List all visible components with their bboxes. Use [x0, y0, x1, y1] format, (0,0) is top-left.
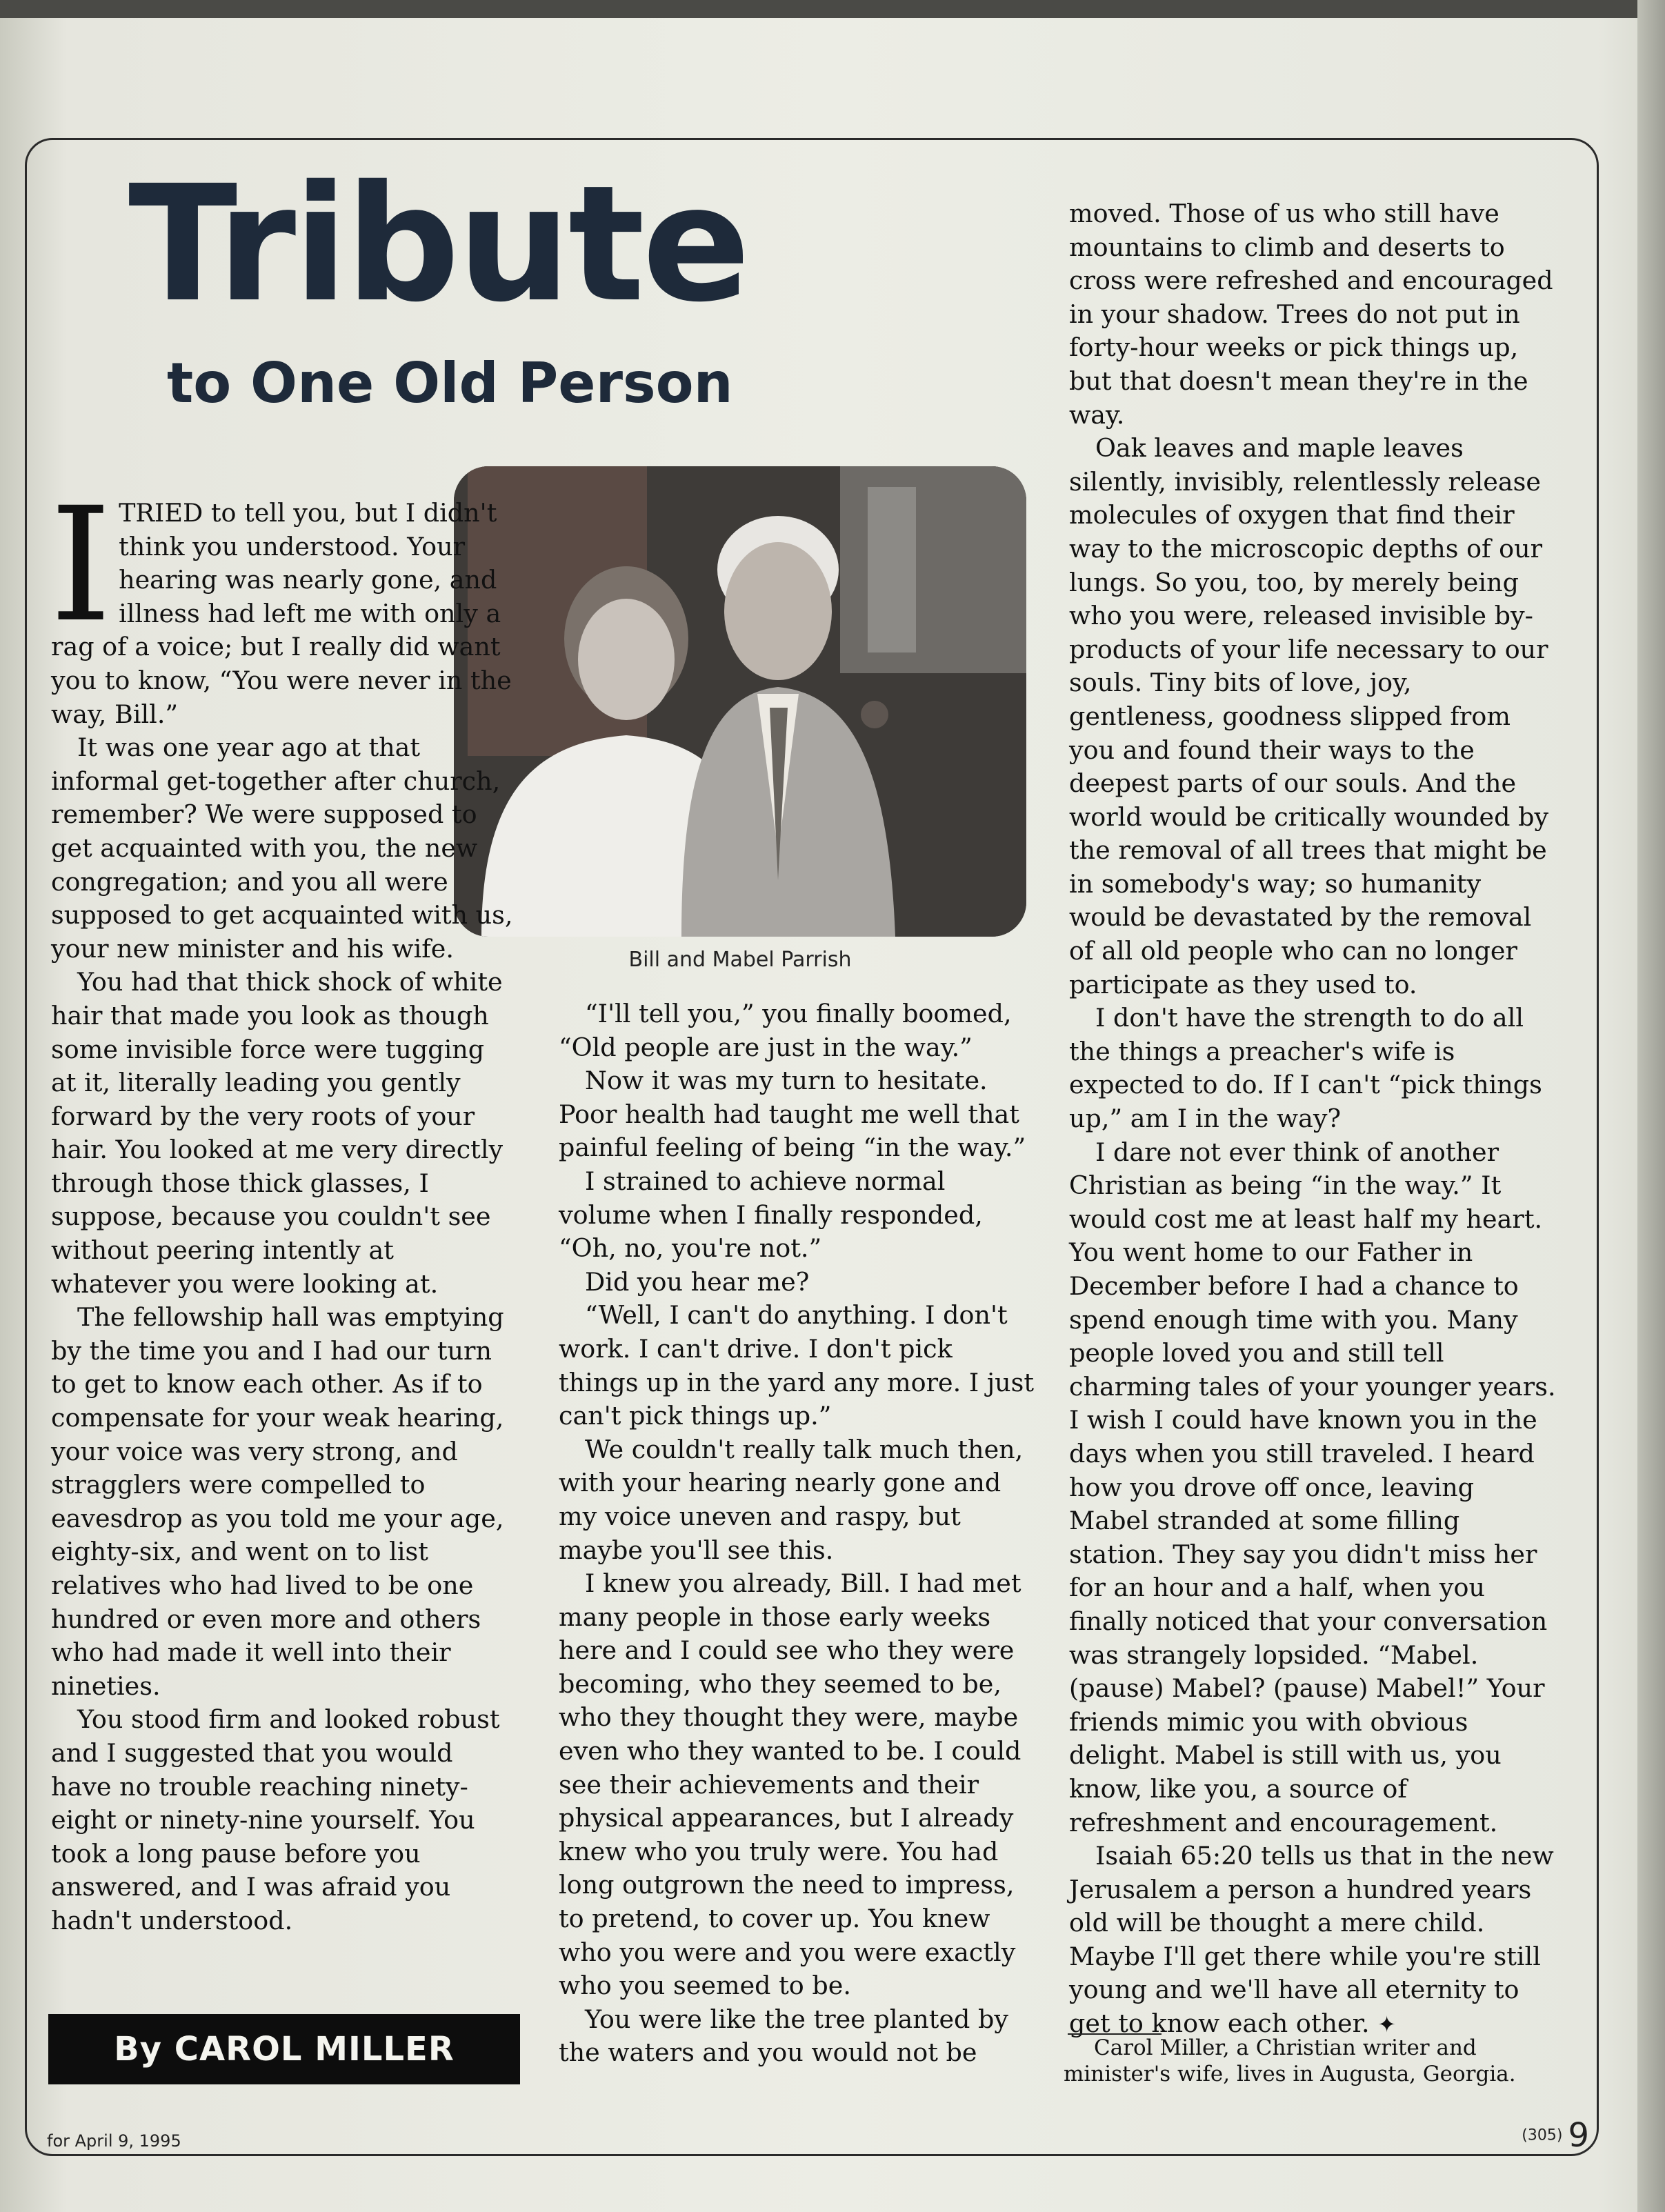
page-number: 9: [1568, 2116, 1589, 2155]
paragraph: [50, 473, 517, 731]
drop-cap: I: [50, 473, 112, 657]
paragraph: Oak leaves and maple leaves silently, invisibly, relentlessly release molecules of oxygen that find their way to the microscopic depths of our lungs. So you, too, by merely being who you were, released invisible by-products of your life necessary to our souls. Tiny bits of love, joy, gentleness, goodness slipped from you and found their ways to the deepest parts of our souls. And the world would be critically wounded by the removal of all trees that might be in somebody's way; so humanity would be devastated by the removal of all old people who can no longer participate as they used to.: [1069, 433, 1549, 999]
article-photo: [454, 466, 1026, 937]
paragraph: Now it was my turn to hesitate. Poor health had taught me well that painful feeling of being “in the way.”: [559, 1066, 1026, 1163]
paragraph: I dare not ever think of another Christian as being “in the way.” It would cost me at least half my heart. You went home to our Father in December before I had a chance to spend enough time with you. Many people loved you and still tell charming tales of your younger years. I wish I could have known you in the days when you still traveled. I heard how you drove off once, leaving Mabel stranded at some filling station. They say you didn't miss her for an hour and a half, when you finally noticed that your conversation was strangely lopsided. “Mabel. (pause) Mabel? (pause) Mabel!” Your friends mimic you with obvious delight. Mabel is still with us, you know, like you, a source of refreshment and encouragement.: [1069, 1137, 1556, 1837]
paragraph: “I'll tell you,” you finally boomed, “Old people are just in the way.”: [559, 999, 1012, 1062]
byline: By CAROL MILLER: [48, 2014, 520, 2084]
article-column-2: [559, 997, 1035, 2070]
article-column-3: [1069, 197, 1556, 2042]
paragraph: moved. Those of us who still have mountains to climb and deserts to cross were refreshed and encouraged in your shadow. Trees do not put in forty-hour weeks or pick things up, but that doesn't mean they're in the way.: [1069, 199, 1553, 430]
paragraph: The fellowship hall was emptying by the time you and I had our turn to get to know each other. As if to compensate for your weak hearing, your voice was very strong, and stragglers were compelled to eavesdrop as you told me your age, eighty-six, and went on to list relatives who had lived to be one hundred or even more and others who had made it well into their nineties.: [51, 1302, 504, 1701]
page-code: (305): [1522, 2126, 1563, 2144]
paragraph: I knew you already, Bill. I had met many people in those early weeks here and I could see who they were becoming, who they seemed to be, who they thought they were, maybe even who they wanted to be. I could see their achievements and their physical appearances, but I already knew who you truly were. You had long outgrown the need to impress, to pretend, to cover up. You knew who you were and you were exactly who you seemed to be.: [559, 1568, 1021, 2001]
paragraph: You stood firm and looked robust and I suggested that you would have no trouble reaching ninety-eight or ninety-nine yourself. You took a long pause before you answered, and I was afraid you hadn't understood.: [51, 1704, 500, 1935]
paragraph: You were like the tree planted by the waters and you would not be: [559, 2004, 1008, 2068]
photo-illustration: [454, 466, 1026, 937]
author-bio: Carol Miller, a Christian writer and minister's wife, lives in Augusta, Georgia.: [1064, 2035, 1516, 2086]
paragraph-text: Isaiah 65:20 tells us that in the new Jerusalem a person a hundred years old will be thought a mere child. Maybe I'll get there while you're still young and we'll have all eternity to get to know each other.: [1069, 1841, 1554, 2039]
paragraph-text: TRIED to tell you, but I didn't think you understood. Your hearing was nearly gone, and illness had left me with only a rag of a voice; but I really did want you to know, “You were never in the way, Bill.”: [51, 498, 512, 729]
paragraph: “Well, I can't do anything. I don't work. I can't drive. I don't pick things up in the yard any more. I just can't pick things up.”: [559, 1300, 1035, 1431]
paragraph: You had that thick shock of white hair that made you look as though some invisible force were tugging at it, literally leading you gently forward by the very roots of your hair. You looked at me very directly through those thick glasses, I suppose, because you couldn't see without peering intently at whatever you were looking at.: [51, 967, 504, 1299]
article-column-1: [50, 473, 517, 1938]
article-subtitle: to One Old Person: [167, 351, 733, 415]
paragraph: I strained to achieve normal volume when I finally responded, “Oh, no, you're not.”: [559, 1166, 983, 1264]
scan-top-shadow: [0, 0, 1665, 18]
paragraph: Did you hear me?: [585, 1266, 810, 1297]
page-binding-edge: [1637, 0, 1665, 2212]
issue-date: for April 9, 1995: [47, 2131, 181, 2151]
page-footer: [1522, 2116, 1589, 2155]
paragraph: It was one year ago at that informal get-together after church, remember? We were supposed to get acquainted with you, the new congregation; and you all were supposed to get acquainted with us, your new minister and his wife.: [51, 733, 513, 964]
end-mark-icon: ✦: [1377, 2011, 1397, 2038]
photo-caption: Bill and Mabel Parrish: [628, 948, 852, 972]
article-title: Tribute: [128, 151, 748, 337]
paragraph: We couldn't really talk much then, with your hearing nearly gone and my voice uneven and raspy, but maybe you'll see this.: [559, 1434, 1024, 1565]
paragraph: I don't have the strength to do all the things a preacher's wife is expected to do. If I can't “pick things up,” am I in the way?: [1069, 1003, 1542, 1134]
paragraph: [1069, 1840, 1556, 2042]
